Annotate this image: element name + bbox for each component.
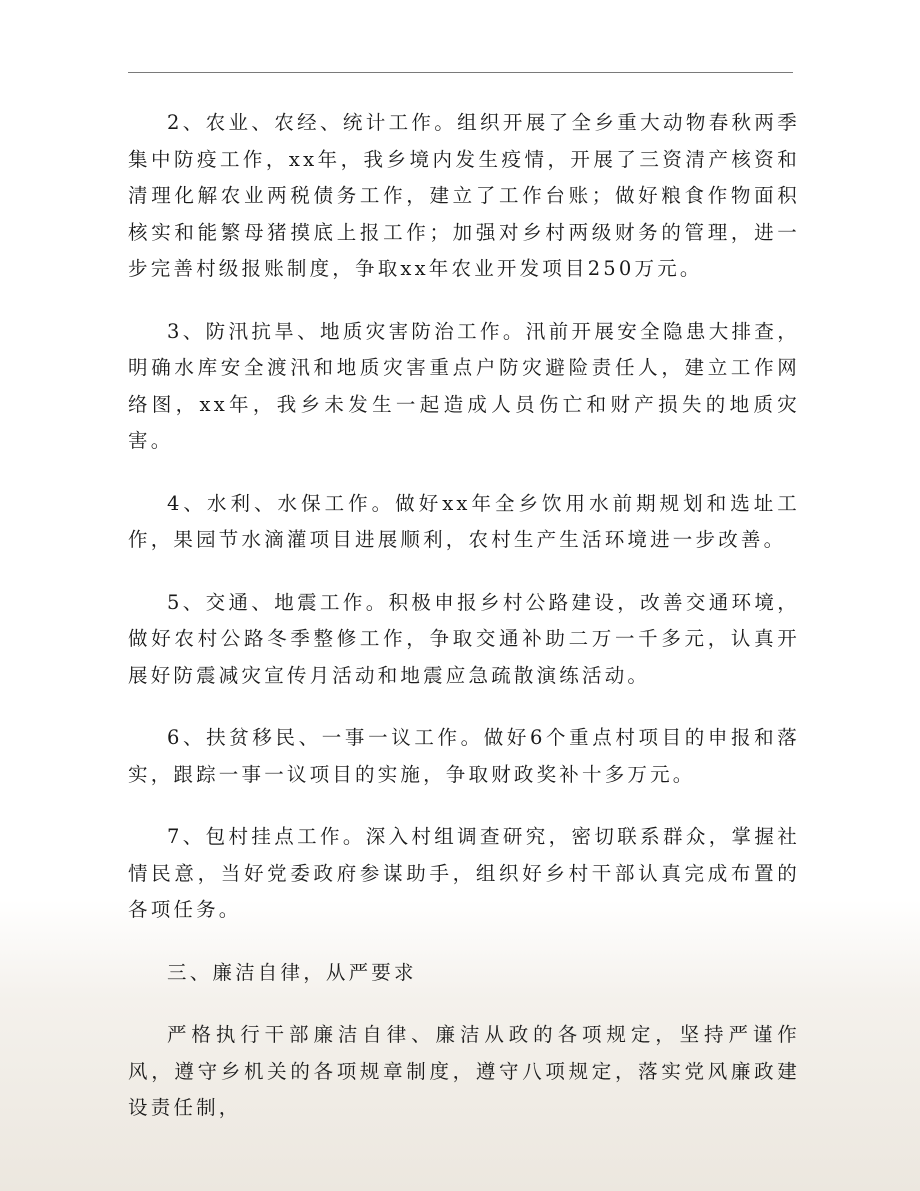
header-rule — [128, 72, 793, 73]
paragraph-transport-earthquake: 5、交通、地震工作。积极申报乡村公路建设，改善交通环境，做好农村公路冬季整修工作，争取交通补助二万一千多元，认真开展好防震减灾宣传月活动和地震应急疏散演练活动。 — [128, 590, 800, 687]
paragraph-integrity: 严格执行干部廉洁自律、廉洁从政的各项规定，坚持严谨作风，遵守乡机关的各项规章制度，遵守八项规定，落实党风廉政建设责任制， — [128, 1023, 800, 1119]
section-heading-integrity: 三、廉洁自律，从严要求 — [167, 960, 417, 984]
paragraph-village-contact: 7、包村挂点工作。深入村组调查研究，密切联系群众，掌握社情民意，当好党委政府参谋助手，组织好乡村干部认真完成布置的各项任务。 — [128, 825, 800, 921]
paragraph-flood-control: 3、防汛抗旱、地质灾害防治工作。汛前开展安全隐患大排查，明确水库安全渡汛和地质灾害重点户防灾避险责任人，建立工作网络图，xx年，我乡未发生一起造成人员伤亡和财产损失的地质灾害。 — [128, 319, 800, 452]
paragraph-water-conservancy: 4、水利、水保工作。做好xx年全乡饮用水前期规划和选址工作，果园节水滴灌项目进展顺利，农村生产生活环境进一步改善。 — [128, 491, 800, 551]
paragraph-agriculture: 2、农业、农经、统计工作。组织开展了全乡重大动物春秋两季集中防疫工作，xx年，我乡境内发生疫情，开展了三资清产核资和清理化解农业两税债务工作，建立了工作台账；做好粮食作物面积核实和能繁母猪摸底上报工作；加强对乡村两级财务的管理，进一步完善村级报账制度，争取xx年农业开发项目250万元。 — [128, 111, 800, 280]
paragraph-poverty-relief: 6、扶贫移民、一事一议工作。做好6个重点村项目的申报和落实，跟踪一事一议项目的实施，争取财政奖补十多万元。 — [128, 726, 800, 786]
document-body — [128, 100, 800, 1127]
